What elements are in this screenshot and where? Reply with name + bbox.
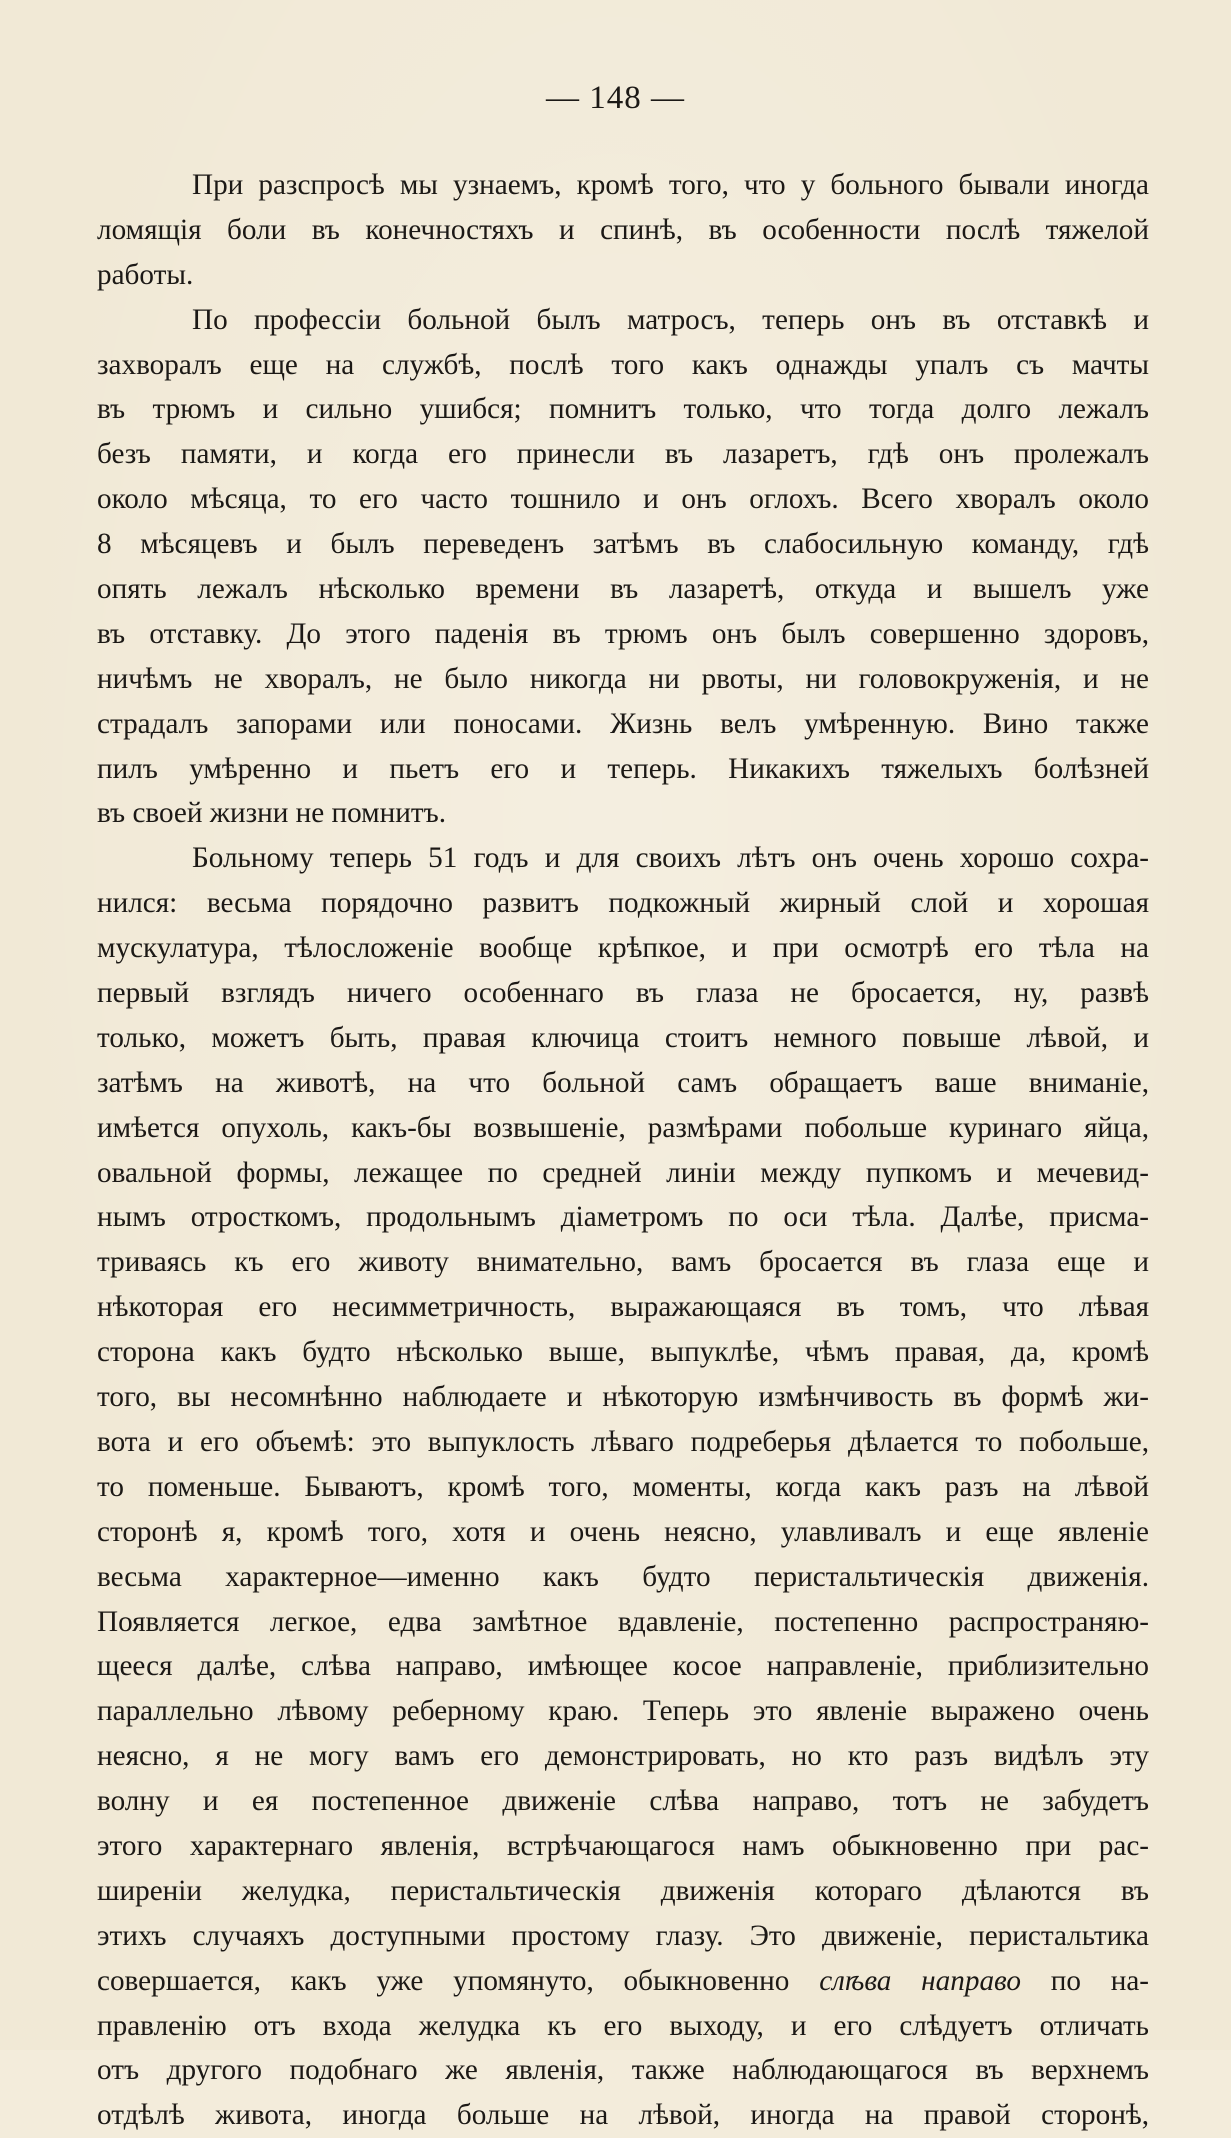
text-line	[97, 1375, 1149, 1420]
text-line-content: овальной формы, лежащее по средней линіи между пупкомъ и мечевид-	[97, 1156, 1149, 1189]
text-line	[97, 1869, 1149, 1914]
text-line-content: то поменьше. Бываютъ, кромѣ того, моменты, когда какъ разъ на лѣвой	[97, 1470, 1149, 1503]
text-line	[97, 2093, 1149, 2138]
text-line-content: этихъ случаяхъ доступными простому глазу. Это движеніе, перистальтика	[97, 1919, 1149, 1952]
text-line	[97, 791, 1149, 836]
text-line	[97, 567, 1149, 612]
text-line-content: правленію отъ входа желудка къ его выходу, и его слѣдуетъ отличать	[97, 2009, 1149, 2042]
text-line	[97, 881, 1149, 926]
text-line	[97, 1959, 1149, 2004]
text-line	[97, 702, 1149, 747]
text-line	[97, 836, 1149, 881]
text-line	[97, 1465, 1149, 1510]
text-line-content: первый взглядъ ничего особеннаго въ глаза не бросается, ну, развѣ	[97, 977, 1149, 1010]
text-line	[97, 163, 1149, 208]
text-line-content: мускулатура, тѣлосложеніе вообще крѣпкое, и при осмотрѣ его тѣла на	[97, 932, 1149, 965]
text-line	[97, 1061, 1149, 1106]
text-line-continuation: по на-	[1020, 1964, 1149, 1997]
text-line	[97, 343, 1149, 388]
text-line-content: весьма характерное—именно какъ будто перистальтическія движенія.	[97, 1560, 1149, 1593]
text-line	[97, 522, 1149, 567]
italic-emphasis: слѣва направо	[819, 1964, 1021, 1997]
text-line-content: Больному теперь 51 годъ и для своихъ лѣтъ онъ очень хорошо сохра-	[192, 842, 1149, 875]
text-line	[97, 1600, 1149, 1645]
text-line-content: сторонѣ я, кромѣ того, хотя и очень неясно, улавливалъ и еще явленіе	[97, 1515, 1149, 1548]
text-line-content: отъ другого подобнаго же явленія, также наблюдающагося въ верхнемъ	[97, 2054, 1149, 2087]
text-line	[97, 1824, 1149, 1869]
text-line	[97, 253, 1149, 298]
text-line-content: При разспросѣ мы узнаемъ, кромѣ того, что у больного бывали иногда	[192, 169, 1149, 201]
text-line	[97, 971, 1149, 1016]
text-line-content: того, вы несомнѣнно наблюдаете и нѣкоторую измѣнчивость въ формѣ жи-	[97, 1381, 1149, 1414]
text-line	[97, 747, 1149, 792]
text-line-content: въ отставку. До этого паденія въ трюмъ онъ былъ совершенно здоровъ,	[97, 617, 1149, 650]
text-line-content: захворалъ еще на службѣ, послѣ того какъ однажды упалъ съ мачты	[97, 348, 1149, 381]
text-line-content: затѣмъ на животѣ, на что больной самъ обращаетъ ваше вниманіе,	[97, 1066, 1149, 1099]
text-line	[97, 1106, 1149, 1151]
text-line-content: нѣкоторая его несимметричность, выражающаяся въ томъ, что лѣвая	[97, 1291, 1149, 1324]
text-line	[97, 657, 1149, 702]
text-line-content: въ своей жизни не помнитъ.	[97, 797, 447, 830]
text-line	[97, 298, 1149, 343]
text-line	[97, 1330, 1149, 1375]
text-line-content: неясно, я не могу вамъ его демонстрировать, но кто разъ видѣлъ эту	[97, 1740, 1149, 1773]
text-line	[97, 1734, 1149, 1779]
text-line	[97, 1689, 1149, 1734]
text-line	[97, 1195, 1149, 1240]
text-line-content: сторона какъ будто нѣсколько выше, выпуклѣе, чѣмъ правая, да, кромѣ	[97, 1336, 1149, 1369]
text-line	[97, 387, 1149, 432]
text-line	[97, 1240, 1149, 1285]
text-line-content: около мѣсяца, то его часто тошнило и онъ оглохъ. Всего хворалъ около	[97, 483, 1149, 516]
text-line-content: волну и ея постепенное движеніе слѣва направо, тотъ не забудетъ	[97, 1785, 1149, 1818]
text-line	[97, 1151, 1149, 1196]
text-line	[97, 1420, 1149, 1465]
page-number: — 148 —	[546, 80, 685, 116]
text-line-content: триваясь къ его животу внимательно, вамъ бросается въ глаза еще и	[97, 1246, 1149, 1279]
text-line	[97, 2048, 1149, 2093]
text-line-content: пилъ умѣренно и пьетъ его и теперь. Никакихъ тяжелыхъ болѣзней	[97, 752, 1149, 785]
text-line-content: ломящія боли въ конечностяхъ и спинѣ, въ особенности послѣ тяжелой	[97, 213, 1149, 246]
text-line	[97, 208, 1149, 253]
text-line-content: ничѣмъ не хворалъ, не было никогда ни рвоты, ни головокруженія, и не	[97, 662, 1149, 695]
text-line	[97, 2004, 1149, 2049]
text-line-content: нымъ отросткомъ, продольнымъ діаметромъ по оси тѣла. Далѣе, присма-	[97, 1201, 1149, 1234]
text-line	[97, 432, 1149, 477]
text-line-content: ширеніи желудка, перистальтическія движенія котораго дѣлаются въ	[97, 1874, 1149, 1907]
text-line-content: совершается, какъ уже упомянуто, обыкновенно	[97, 1964, 820, 1997]
text-line-content: 8 мѣсяцевъ и былъ переведенъ затѣмъ въ слабосильную команду, гдѣ	[97, 528, 1149, 561]
text-line-content: вота и его объемѣ: это выпуклость лѣваго подреберья дѣлается то побольше,	[97, 1425, 1149, 1458]
text-line-content: Появляется легкое, едва замѣтное вдавленіе, постепенно распространяю-	[97, 1605, 1149, 1638]
text-line-content: По профессіи больной былъ матросъ, теперь онъ въ отставкѣ и	[192, 303, 1149, 336]
text-line	[97, 1510, 1149, 1555]
text-line-content: нился: весьма порядочно развитъ подкожный жирный слой и хорошая	[97, 887, 1149, 920]
text-line	[97, 1914, 1149, 1959]
text-line	[97, 1555, 1149, 1600]
text-line-content: имѣется опухоль, какъ-бы возвышеніе, размѣрами побольше куринаго яйца,	[97, 1111, 1149, 1144]
text-line	[97, 477, 1149, 522]
text-line-content: щееся далѣе, слѣва направо, имѣющее косое направленіе, приблизительно	[97, 1650, 1149, 1683]
text-line	[97, 1779, 1149, 1824]
text-line-content: въ трюмъ и сильно ушибся; помнитъ только, что тогда долго лежалъ	[97, 393, 1149, 426]
text-line-content: опять лежалъ нѣсколько времени въ лазаретѣ, откуда и вышелъ уже	[97, 573, 1149, 606]
text-line-content: безъ памяти, и когда его принесли въ лазаретъ, гдѣ онъ пролежалъ	[97, 438, 1149, 471]
text-line	[97, 1285, 1149, 1330]
text-line-content: работы.	[97, 258, 194, 291]
text-line	[97, 612, 1149, 657]
text-line	[97, 1016, 1149, 1061]
body-text	[97, 163, 1149, 2138]
text-line-content: только, можетъ быть, правая ключица стоитъ немного повыше лѣвой, и	[97, 1021, 1149, 1054]
text-line-content: страдалъ запорами или поносами. Жизнь велъ умѣренную. Вино также	[97, 707, 1149, 740]
text-line	[97, 1644, 1149, 1689]
text-line-content: этого характернаго явленія, встрѣчающагося намъ обыкновенно при рас-	[97, 1829, 1149, 1862]
text-line	[97, 926, 1149, 971]
text-line-content: отдѣлѣ живота, иногда больше на лѣвой, иногда на правой сторонѣ,	[97, 2099, 1149, 2132]
text-line-content: параллельно лѣвому реберному краю. Теперь это явленіе выражено очень	[97, 1695, 1149, 1728]
